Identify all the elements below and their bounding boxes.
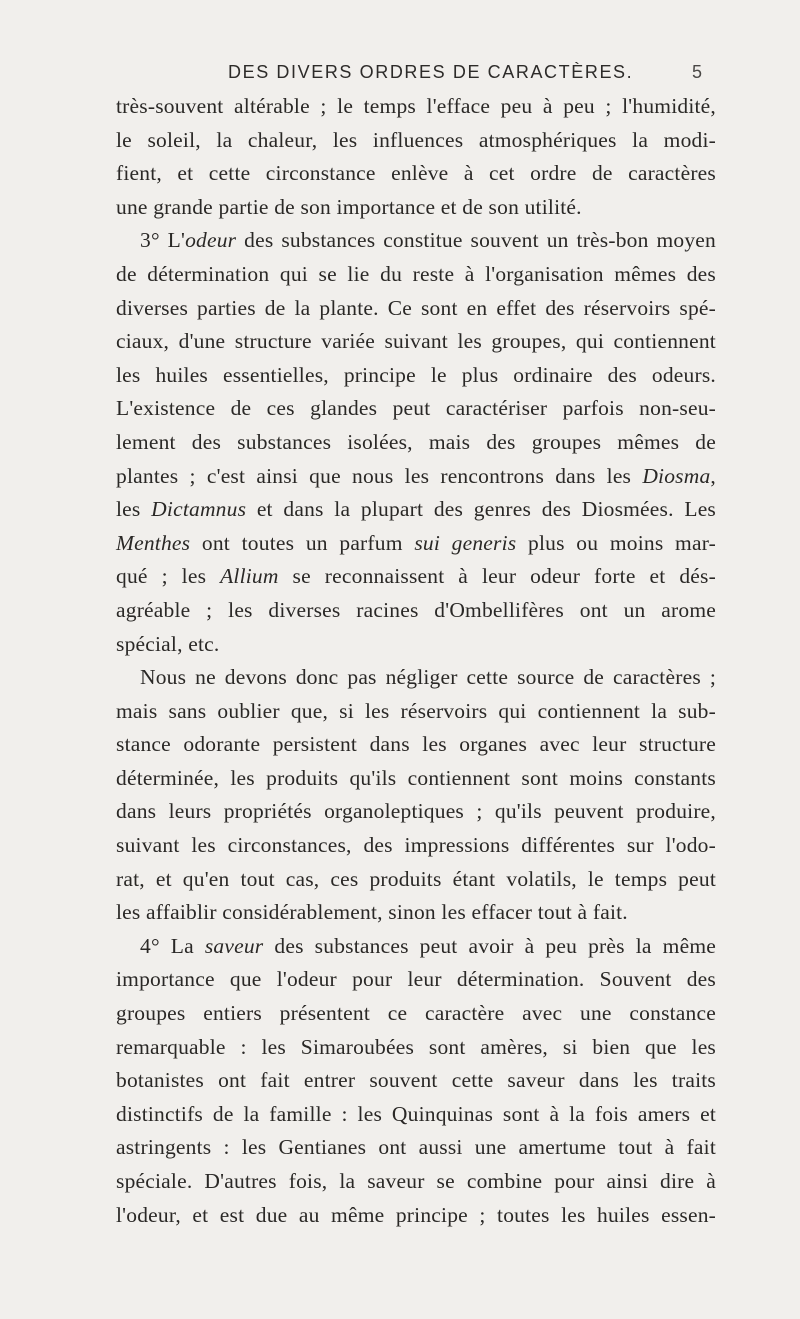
text-run: stance odorante persistent dans les organes avec leur structure bbox=[116, 732, 716, 757]
text-run: spécial, etc. bbox=[116, 631, 220, 656]
text-run: botanistes ont fait entrer souvent cette saveur dans les traits bbox=[116, 1068, 716, 1093]
text-line bbox=[116, 292, 716, 326]
text-run: groupes entiers présentent ce caractère avec une constance bbox=[116, 1001, 716, 1026]
italic-term: saveur bbox=[204, 933, 264, 958]
text-line bbox=[116, 1165, 716, 1199]
text-line bbox=[116, 392, 716, 426]
page-number: 5 bbox=[692, 62, 703, 82]
text-line bbox=[116, 863, 716, 897]
text-line bbox=[116, 426, 716, 460]
text-run: agréable ; les diverses racines d'Ombellifères ont un arome bbox=[116, 597, 716, 622]
text-run: 4° La bbox=[140, 933, 205, 958]
text-line bbox=[116, 90, 716, 124]
text-run: très-souvent altérable ; le temps l'efface peu à peu ; l'humidité, bbox=[116, 94, 716, 118]
text-run: fient, et cette circonstance enlève à cet ordre de caractères bbox=[116, 161, 716, 186]
italic-term: Menthes bbox=[116, 530, 191, 555]
text-run: lement des substances isolées, mais des groupes mêmes de bbox=[116, 429, 716, 454]
text-run: le soleil, la chaleur, les influences atmosphériques la modi- bbox=[116, 127, 716, 152]
text-line bbox=[116, 560, 716, 594]
text-line bbox=[116, 896, 716, 930]
text-line bbox=[116, 661, 716, 695]
text-run: une grande partie de son importance et de son utilité. bbox=[116, 194, 582, 219]
text-run: les affaiblir considérablement, sinon les effacer tout à fait. bbox=[116, 900, 628, 925]
text-run: plantes ; c'est ainsi que nous les rencontrons dans les bbox=[116, 463, 643, 488]
text-run: suivant les circonstances, des impressions différentes sur l'odo- bbox=[116, 833, 716, 858]
text-line bbox=[116, 325, 716, 359]
text-run: qué ; les bbox=[116, 564, 221, 589]
text-line bbox=[116, 930, 716, 964]
text-run: distinctifs de la famille : les Quinquinas sont à la fois amers et bbox=[116, 1101, 716, 1126]
text-run: des substances peut avoir à peu près la même bbox=[263, 933, 716, 958]
text-line bbox=[116, 997, 716, 1031]
italic-term: odeur bbox=[185, 228, 237, 253]
text-run: importance que l'odeur pour leur détermination. Souvent des bbox=[116, 967, 716, 992]
text-line bbox=[116, 728, 716, 762]
italic-term: Allium bbox=[220, 564, 279, 589]
text-run: les huiles essentielles, principe le plus ordinaire des odeurs. bbox=[116, 362, 716, 387]
text-line bbox=[116, 124, 716, 158]
text-run: astringents : les Gentianes ont aussi une amertume tout à fait bbox=[116, 1135, 716, 1160]
text-run: l'odeur, et est due au même principe ; toutes les huiles essen- bbox=[116, 1202, 716, 1227]
text-run: les bbox=[116, 497, 152, 522]
text-run: déterminée, les produits qu'ils contiennent sont moins constants bbox=[116, 765, 716, 790]
italic-term: Dictamnus bbox=[151, 497, 247, 522]
text-run: et dans la plupart des genres des Diosmées. Les bbox=[246, 497, 716, 522]
text-run: , bbox=[710, 463, 716, 488]
running-head: DES DIVERS ORDRES DE CARACTÈRES. bbox=[228, 62, 634, 82]
italic-term: Diosma bbox=[642, 463, 711, 488]
text-line bbox=[116, 157, 716, 191]
italic-term: sui generis bbox=[414, 530, 517, 555]
text-run: ciaux, d'une structure variée suivant les groupes, qui contiennent bbox=[116, 329, 716, 354]
text-line bbox=[116, 829, 716, 863]
text-line bbox=[116, 628, 716, 662]
text-line bbox=[116, 594, 716, 628]
text-run: rat, et qu'en tout cas, ces produits étant volatils, le temps peut bbox=[116, 866, 716, 891]
text-line bbox=[116, 1064, 716, 1098]
text-run: dans leurs propriétés organoleptiques ; qu'ils peuvent produire, bbox=[116, 799, 716, 824]
text-run: remarquable : les Simaroubées sont amères, si bien que les bbox=[116, 1034, 716, 1059]
text-run: des substances constitue souvent un très-bon moyen bbox=[236, 228, 716, 253]
text-line bbox=[116, 527, 716, 561]
text-line bbox=[116, 1098, 716, 1132]
text-run: mais sans oublier que, si les réservoirs qui contiennent la sub- bbox=[116, 698, 716, 723]
text-line bbox=[116, 359, 716, 393]
text-run: diverses parties de la plante. Ce sont en effet des réservoirs spé- bbox=[116, 295, 716, 320]
text-line bbox=[116, 1131, 716, 1165]
text-line bbox=[116, 762, 716, 796]
text-line bbox=[116, 795, 716, 829]
text-line bbox=[116, 1199, 716, 1233]
text-line bbox=[116, 224, 716, 258]
text-run: de détermination qui se lie du reste à l'organisation mêmes des bbox=[116, 261, 716, 286]
text-run: se reconnaissent à leur odeur forte et dés- bbox=[278, 564, 716, 589]
text-run: Nous ne devons donc pas négliger cette source de caractères ; bbox=[140, 665, 716, 690]
text-run: spéciale. D'autres fois, la saveur se combine pour ainsi dire à bbox=[116, 1169, 716, 1193]
text-run: 3° L' bbox=[140, 228, 186, 253]
text-run: plus ou moins mar- bbox=[516, 530, 716, 555]
text-line bbox=[116, 1031, 716, 1065]
body-text bbox=[116, 90, 716, 1232]
text-line bbox=[116, 191, 716, 225]
text-line bbox=[116, 460, 716, 494]
text-line bbox=[116, 493, 716, 527]
page-header bbox=[0, 62, 800, 86]
text-run: ont toutes un parfum bbox=[190, 530, 415, 555]
text-line bbox=[116, 258, 716, 292]
text-line bbox=[116, 963, 716, 997]
text-line bbox=[116, 695, 716, 729]
text-run: L'existence de ces glandes peut caractériser parfois non-seu- bbox=[116, 396, 716, 421]
